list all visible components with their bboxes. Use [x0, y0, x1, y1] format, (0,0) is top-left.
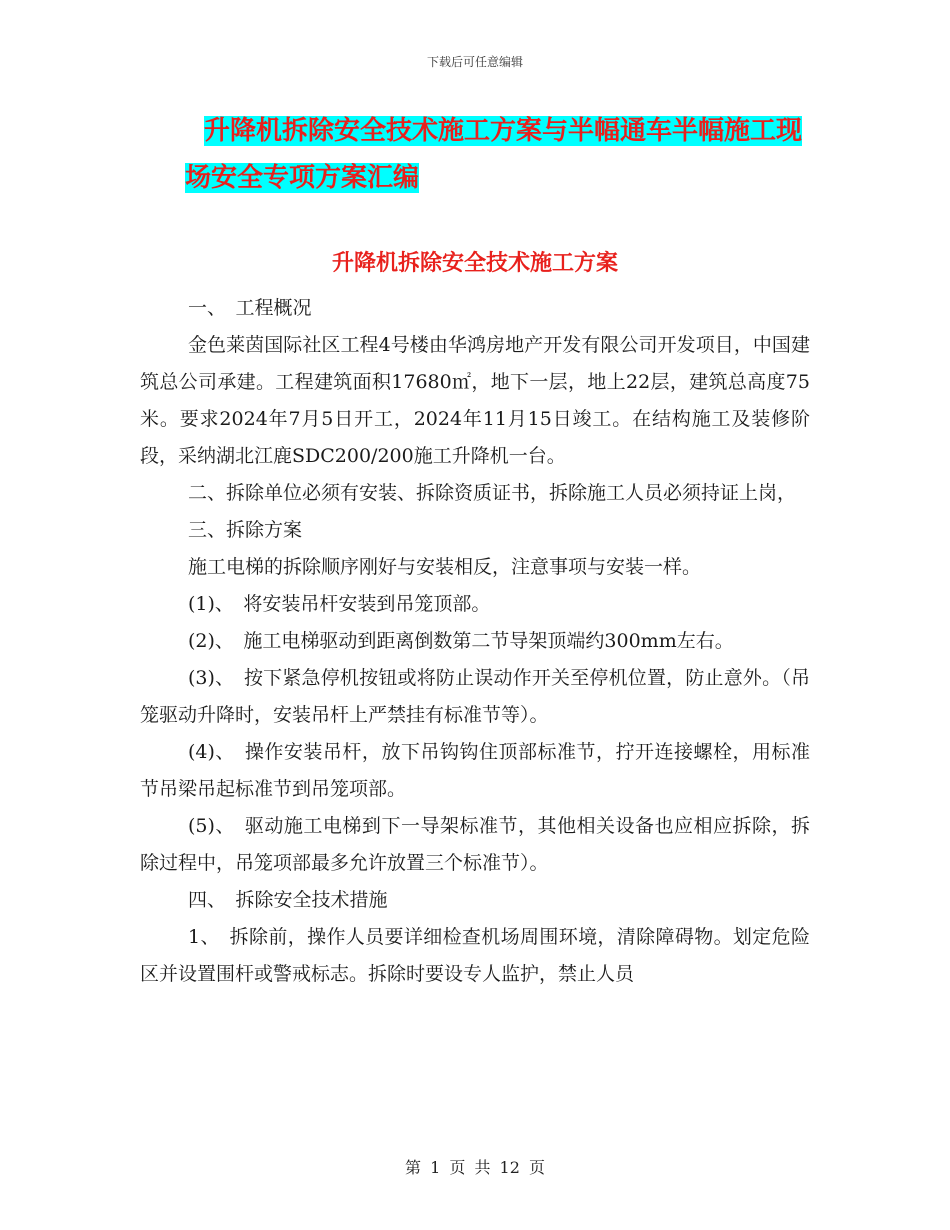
paragraph-section-3-heading: 三、拆除方案: [188, 519, 303, 541]
paragraph-project-overview: 金色莱茵国际社区工程4号楼由华鸿房地产开发有限公司开发项目，中国建筑总公司承建。工程建筑面积17680㎡，地下一层，地上22层，建筑总高度75米。要求2024年7月5日开工，2024年11月15日竣工。在结构施工及装修阶段，采纳湖北江鹿SDC200/200施工升降机一台。: [140, 334, 810, 467]
paragraph-step-5: (5)、 驱动施工电梯到下一导架标准节，其他相关设备也应相应拆除，拆除过程中，吊笼项部最多允许放置三个标准节）。: [140, 815, 810, 874]
page-number: 第 1 页 共 12 页: [405, 1158, 545, 1177]
document-title: [140, 108, 810, 202]
paragraph-section-4-heading: 四、 拆除安全技术措施: [188, 889, 388, 911]
title-highlight-1: 升降机拆除安全技术施工方案与半幅通车半幅施工现: [203, 116, 802, 146]
paragraph-section-1-heading: 一、 工程概况: [188, 297, 312, 319]
paragraph-step-3: (3)、 按下紧急停机按钮或将防止误动作开关至停机位置，防止意外。（吊笼驱动升降时，安装吊杆上严禁挂有标准节等）。: [140, 667, 810, 726]
title-highlight-2: 场安全专项方案汇编: [185, 163, 420, 193]
document-body: [140, 290, 810, 993]
paragraph-step-2: (2)、 施工电梯驱动到距离倒数第二节导架顶端约300mm左右。: [188, 630, 734, 652]
paragraph-step-4: (4)、 操作安装吊杆，放下吊钩钩住顶部标准节，拧开连接螺栓，用标准节吊梁吊起标准节到吊笼项部。: [140, 741, 810, 800]
section-title: 升降机拆除安全技术施工方案: [331, 251, 618, 276]
document-title-line-2: [140, 155, 810, 202]
paragraph-removal-order: 施工电梯的拆除顺序刚好与安装相反，注意事项与安装一样。: [188, 556, 702, 578]
document-title-line-1: [140, 108, 810, 155]
page-header-note: 下载后可任意编辑: [426, 55, 523, 69]
paragraph-step-1: (1)、 将安装吊杆安装到吊笼顶部。: [188, 593, 491, 615]
paragraph-section-2: 二、拆除单位必须有安装、拆除资质证书，拆除施工人员必须持证上岗，: [188, 482, 797, 504]
paragraph-measure-1: 1、 拆除前，操作人员要详细检查机场周围环境，清除障碍物。划定危险区并设置围杆或警戒标志。拆除时要设专人监护，禁止人员: [140, 926, 810, 985]
